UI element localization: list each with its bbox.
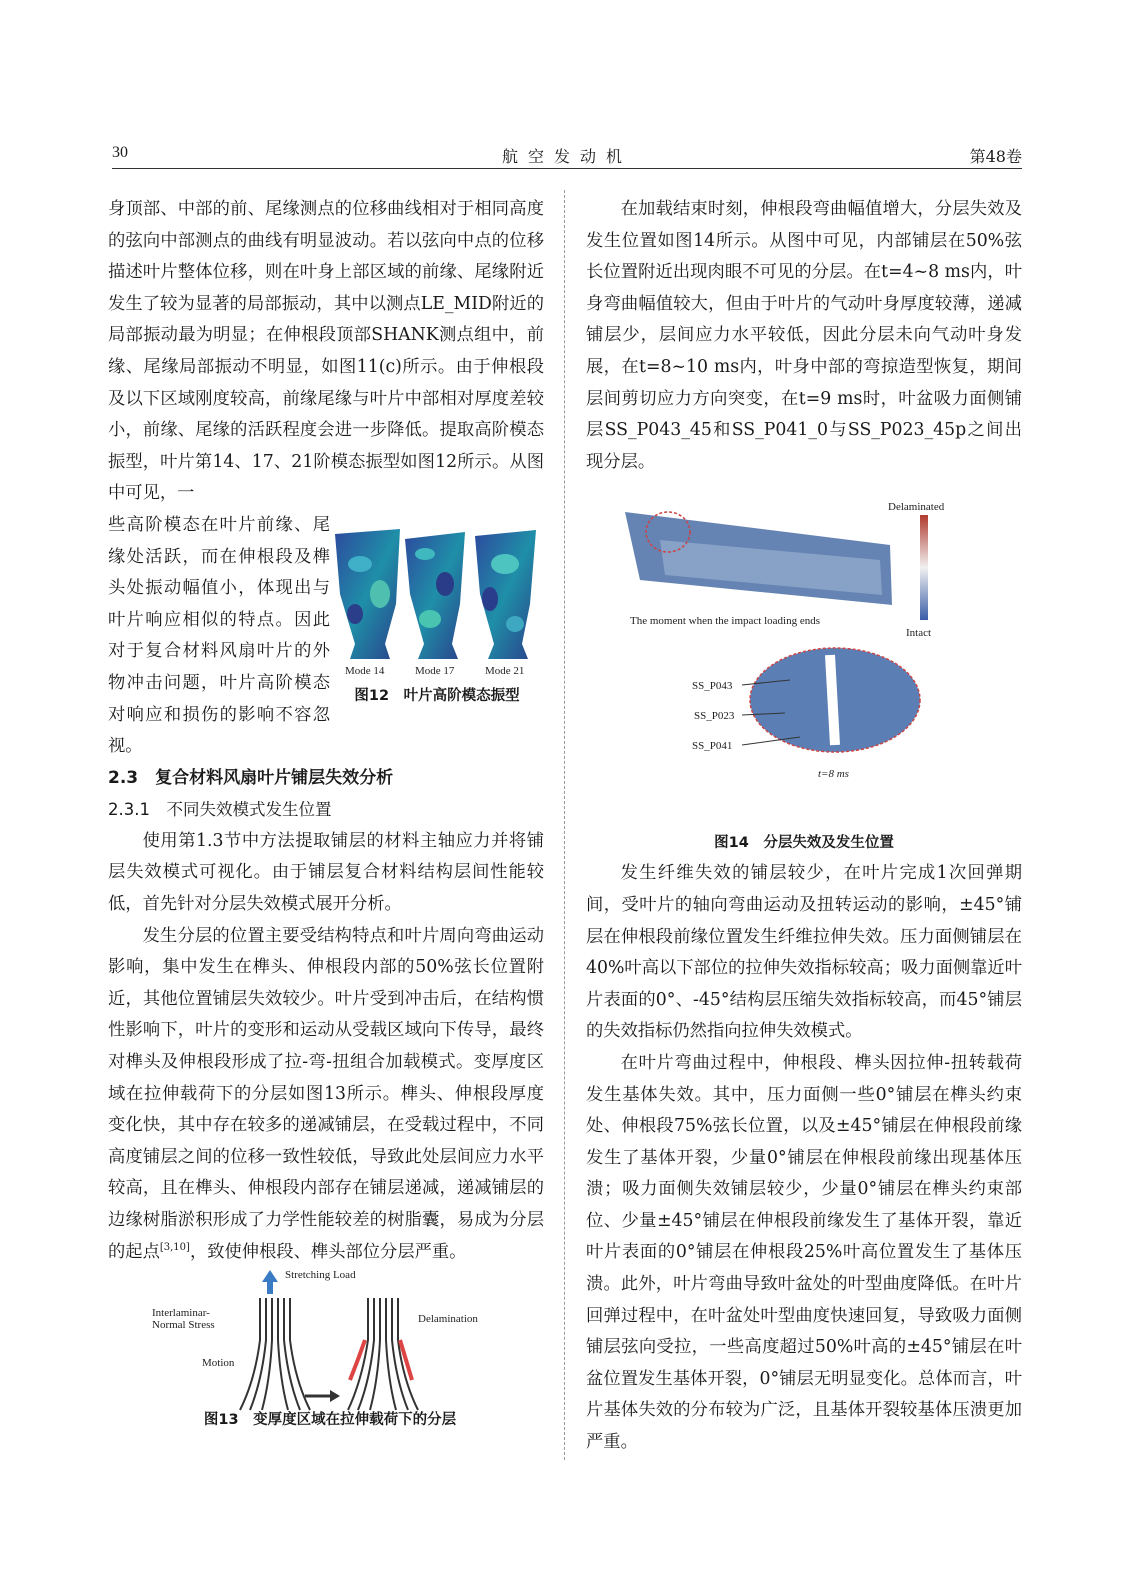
stretching-load-label: Stretching Load xyxy=(285,1270,356,1281)
time-label: t=8 ms xyxy=(818,768,849,780)
left-column xyxy=(108,194,544,1268)
p3-text: 发生分层的位置主要受结构特点和叶片周向弯曲运动影响，集中发生在榫头、伸根段内部的50%弦长位置附近，其他位置铺层失效较少。叶片受到冲击后，在结构惯性影响下，叶片的变形和运动从受载区域向下传导，最终对榫头及伸根段形成了拉-弯-扭组合加载模式。变厚度区域在拉伸载荷下的分层如图13所示。榫头、伸根段厚度变化快，其中存在较多的递减铺层，在受载过程中，不同高度铺层之间的位移一致性较低，导致此处层间应力水平较高，且在榫头、伸根段内部存在铺层递减，递减铺层的边缘树脂淤积形成了力学性能较差的树脂囊，易成为分层的起点 xyxy=(108,925,544,1262)
column-divider xyxy=(564,190,565,1460)
figure-12-caption: 图12 叶片高阶模态振型 xyxy=(354,688,520,704)
journal-name: 航空发动机 xyxy=(501,147,632,166)
mode-21-label: Mode 21 xyxy=(485,665,525,677)
delamination-label: Delamination xyxy=(418,1313,478,1325)
p3-end: ，致使伸根段、榫头部位分层严重。 xyxy=(189,1241,467,1262)
left-paragraph-2: 使用第1.3节中方法提取铺层的材料主轴应力并将铺层失效模式可视化。由于铺层复合材料结构层间性能较低，首先针对分层失效模式展开分析。 xyxy=(108,830,544,915)
section-heading-2-3: 2.3 复合材料风扇叶片铺层失效分析 xyxy=(108,767,394,788)
delaminated-label: Delaminated xyxy=(888,501,945,513)
delamination-diagram xyxy=(150,1270,510,1420)
stress-label-1: Interlaminar- xyxy=(152,1307,210,1319)
mode-14-label: Mode 14 xyxy=(345,665,385,677)
p023-label: SS_P023 xyxy=(694,710,735,722)
citation-ref: [3,10] xyxy=(159,1241,190,1253)
volume-label: 第48卷 xyxy=(969,147,1022,166)
section-heading-2-3-1: 2.3.1 不同失效模式发生位置 xyxy=(108,800,332,820)
right-paragraph-1: 在加载结束时刻，伸根段弯曲幅值增大，分层失效及发生位置如图14所示。从图中可见，内部铺层在50%弦长位置附近出现肉眼不可见的分层。在t=4~8 ms内，叶身弯曲幅值较大，但由于叶片的气动叶身厚度较薄，递减铺层少，层间应力水平较低，因此分层未向气动叶身发展，在t=8~10 ms内，叶身中部的弯掠造型恢复，期间层间剪切应力方向突变，在t=9 ms时，叶盆吸力面侧铺层SS_P043_45和SS_P041_0与SS_P023_45p之间出现分层。 xyxy=(586,199,1022,472)
intact-label: Intact xyxy=(906,627,932,639)
motion-label: Motion xyxy=(202,1357,235,1369)
right-paragraph-2: 发生纤维失效的铺层较少，在叶片完成1次回弹期间，受叶片的轴向弯曲运动及扭转运动的影响，±45°铺层在伸根段前缘位置发生纤维拉伸失效。压力面侧铺层在40%叶高以下部位的拉伸失效指标较高；吸力面侧靠近叶片表面的0°、-45°结构层压缩失效指标较高，而45°铺层的失效指标仍然指向拉伸失效模式。 xyxy=(586,863,1022,1042)
stress-label-2: Normal Stress xyxy=(152,1319,215,1331)
right-paragraph-3: 在叶片弯曲过程中，伸根段、榫头因拉伸-扭转载荷发生基体失效。其中，压力面侧一些0°铺层在榫头约束处、伸根段75%弦长位置，以及±45°铺层在伸根段前缘发生了基体开裂，少量0°铺层在伸根段前缘出现基体压溃；吸力面侧失效铺层较少，少量0°铺层在榫头约束部位、少量±45°铺层在伸根段前缘发生了基体开裂，靠近叶片表面的0°铺层在伸根段25%叶高位置发生了基体压溃。此外，叶片弯曲导致叶盆处的叶型曲度降低。在叶片回弹过程中，在叶盆处叶型曲度快速回复，导致吸力面侧铺层弦向受拉，一些高度超过50%叶高的±45°铺层在叶盆位置发生基体开裂，0°铺层无明显变化。总体而言，叶片基体失效的分布较为广泛，且基体开裂较基体压溃更加严重。 xyxy=(586,1052,1022,1453)
figure-12 xyxy=(330,524,544,724)
figure-14-zoom xyxy=(690,645,930,790)
mode-14-blade xyxy=(335,529,400,659)
right-column xyxy=(586,194,1022,1459)
left-paragraph-1: 身顶部、中部的前、尾缘测点的位移曲线相对于相同高度的弦向中部测点的曲线有明显波动。若以弦向中点的位移描述叶片整体位移，则在叶身上部区域的前缘、尾缘附近发生了较为显著的局部振动，其中以测点LE_MID附近的局部振动最为明显；在伸根段顶部SHANK测点组中，前缘、尾缘局部振动不明显，如图11(c)所示。由于伸根段及以下区域刚度较高，前缘尾缘与叶片中部相对厚度差较小，前缘、尾缘的活跃程度会进一步降低。提取高阶模态振型，叶片第14、17、21阶模态振型如图12所示。从图中可见，一 xyxy=(108,199,544,504)
mode-shapes-image xyxy=(330,524,544,699)
mode-17-label: Mode 17 xyxy=(415,665,455,677)
p041-label: SS_P041 xyxy=(692,740,733,752)
mode-21-blade xyxy=(475,530,536,659)
load-arrow-icon xyxy=(262,1270,278,1294)
mode-17-blade xyxy=(405,532,465,659)
page-header xyxy=(112,142,1022,169)
left-paragraph-3 xyxy=(108,921,544,1269)
figure-13-caption: 图13 变厚度区域在拉伸载荷下的分层 xyxy=(203,1412,457,1428)
page-number: 30 xyxy=(112,144,128,161)
left-paragraph-1-wrap: 些高阶模态在叶片前缘、尾缘处活跃，而在伸根段及榫头处振动幅值小，体现出与叶片响应相似的特点。因此对于复合材料风扇叶片的外物冲击问题，叶片高阶模态对响应和损伤的影响不容忽视。 xyxy=(108,514,330,757)
colorbar xyxy=(920,515,928,620)
laminate-left xyxy=(240,1298,310,1410)
figure-13 xyxy=(150,1270,510,1428)
moment-label: The moment when the impact loading ends xyxy=(630,615,821,627)
p043-label: SS_P043 xyxy=(692,680,733,692)
figure-14-caption: 图14 分层失效及发生位置 xyxy=(714,835,894,852)
delamination-contour xyxy=(620,500,980,640)
